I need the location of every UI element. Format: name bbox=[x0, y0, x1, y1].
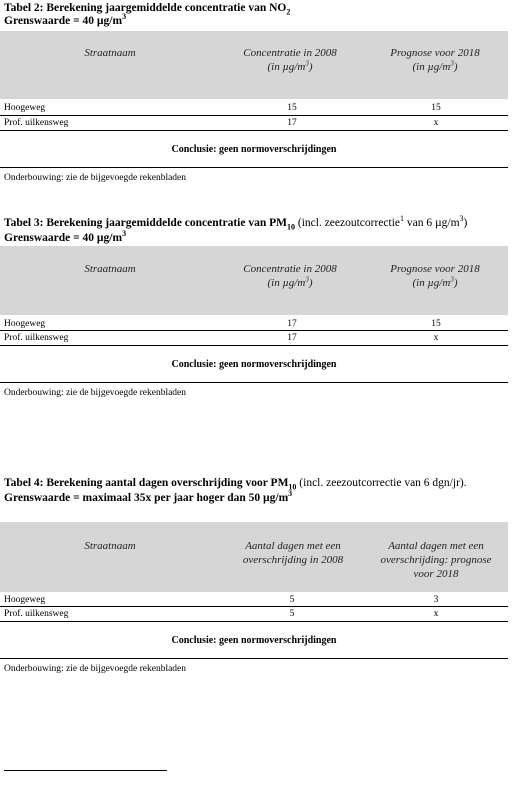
table2-title: Tabel 2: Berekening jaargemiddelde concentratie van $NO_2$ bbox=[4, 2, 291, 17]
table3-conclusion-rule bbox=[0, 382, 508, 383]
table2-conclusion-rule bbox=[0, 167, 508, 168]
table3-row1-2018: 15 bbox=[431, 319, 441, 329]
table3-note: Onderbouwing: zie de bijgevoegde rekenbladen bbox=[4, 388, 187, 398]
table4-title: Tabel 4: Berekening aantal dagen overschrijding voor $PM_{10}$ (incl. zeezoutcorrectie van 6 dgn/jr). bbox=[4, 477, 467, 492]
table4-header-street: Straatnaam bbox=[84, 540, 136, 552]
table4-row2-2018: x bbox=[433, 609, 439, 619]
table3-header-2018: Prognose voor 2018 (in $\mu g/m^3$) bbox=[390, 263, 480, 289]
table3-row2-2008: 17 bbox=[287, 333, 297, 343]
table2-header-2018: Prognose voor 2018 (in $\mu g/m^3$) bbox=[390, 47, 480, 73]
table2-conclusion: Conclusie: geen normoverschrijdingen bbox=[171, 144, 337, 155]
table4-row-divider bbox=[0, 606, 508, 607]
table4-row2-street: Prof. uilkensweg bbox=[4, 609, 69, 619]
table4-header-2018: Aantal dagen met een overschrijding: prognose voor 2018 bbox=[380, 540, 492, 580]
table4-header-2008: Aantal dagen met een overschrijding in 2008 bbox=[242, 540, 344, 566]
table3-header-street: Straatnaam bbox=[84, 263, 136, 275]
table3-limit: Grenswaarde = 40 $\mu g/m^3$ bbox=[4, 229, 127, 244]
table2-row-divider bbox=[0, 115, 508, 116]
table4-note: Onderbouwing: zie de bijgevoegde rekenbladen bbox=[4, 664, 187, 674]
table2-row1-street: Hoogeweg bbox=[4, 103, 46, 113]
table4-row1-street: Hoogeweg bbox=[4, 595, 46, 605]
table2-row2-2008: 17 bbox=[287, 118, 297, 128]
table4-bottom-rule bbox=[0, 621, 508, 622]
table2-bottom-rule bbox=[0, 130, 508, 131]
table3-row2-2018: x bbox=[433, 333, 439, 343]
table2-row2-2018: x bbox=[433, 118, 439, 128]
footnote-separator bbox=[4, 770, 167, 771]
table3-conclusion: Conclusie: geen normoverschrijdingen bbox=[171, 359, 337, 370]
table2-limit: Grenswaarde = 40 $\mu g/m^3$ bbox=[4, 12, 127, 27]
table3-row1-street: Hoogeweg bbox=[4, 319, 46, 329]
table2-header-2008: Concentratie in 2008 (in $\mu g/m^3$) bbox=[243, 47, 337, 73]
table3-row-divider bbox=[0, 330, 508, 331]
table4-conclusion-rule bbox=[0, 658, 508, 659]
table4-row1-2018: 3 bbox=[433, 595, 439, 605]
table3-row2-street: Prof. uilkensweg bbox=[4, 333, 69, 343]
table2-row1-2008: 15 bbox=[287, 103, 297, 113]
table3-bottom-rule bbox=[0, 345, 508, 346]
table2-note: Onderbouwing: zie de bijgevoegde rekenbladen bbox=[4, 173, 187, 183]
table3-title: Tabel 3: Berekening jaargemiddelde concentratie van $PM_{10}$ (incl. zeezoutcorrectie$^1$ van 6 $\mu g/m^3$) bbox=[4, 214, 468, 232]
table4-row2-2008: 5 bbox=[289, 609, 295, 619]
table3-row1-2008: 17 bbox=[287, 319, 297, 329]
table2-row1-2018: 15 bbox=[431, 103, 441, 113]
table3-header-2008: Concentratie in 2008 (in $\mu g/m^3$) bbox=[243, 263, 337, 289]
table4-row1-2008: 5 bbox=[289, 595, 295, 605]
table4-conclusion: Conclusie: geen normoverschrijdingen bbox=[171, 635, 337, 646]
table4-limit: Grenswaarde = maximaal 35x per jaar hoger dan 50 $\mu g/m^3$ bbox=[4, 489, 293, 504]
table2-header-street: Straatnaam bbox=[84, 47, 136, 59]
table2-row2-street: Prof. uilkensweg bbox=[4, 118, 69, 128]
